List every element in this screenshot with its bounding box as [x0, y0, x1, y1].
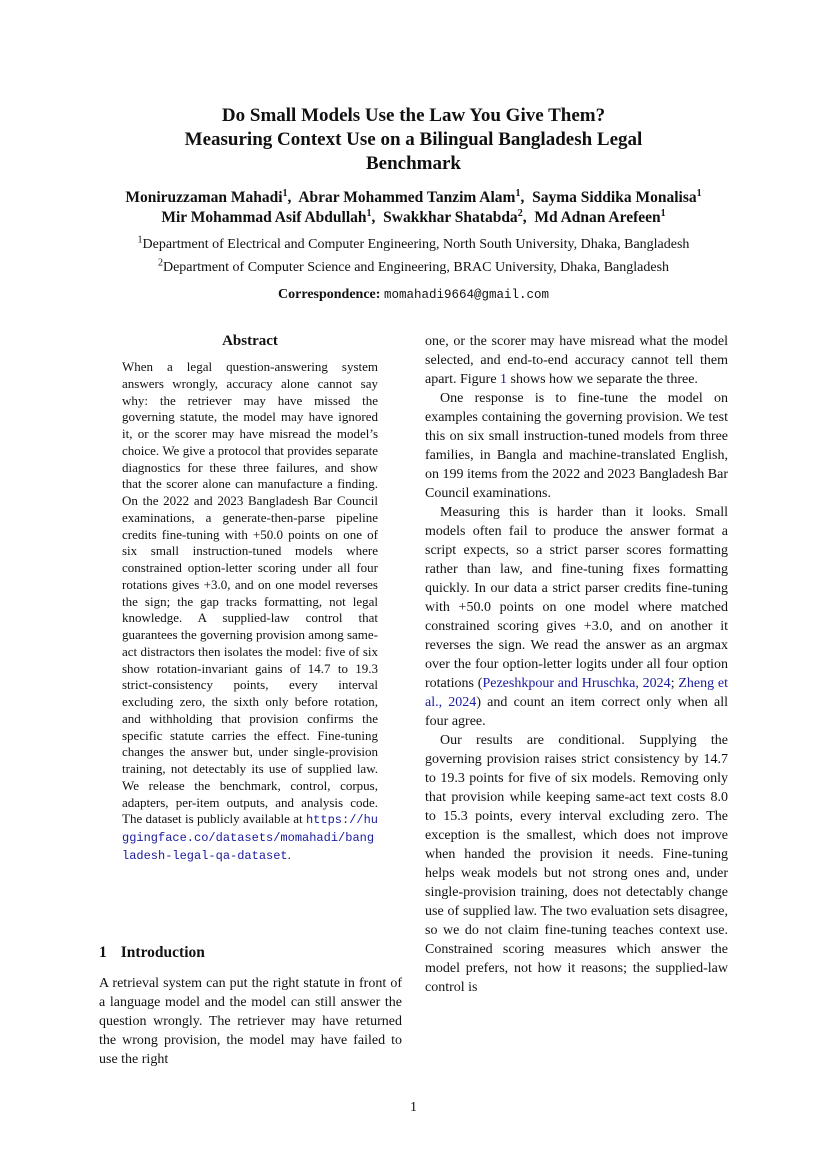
affiliation-text: Department of Electrical and Computer Engineering, North South University, Dhaka, Bangladesh	[142, 237, 690, 252]
intro-paragraph-col1: A retrieval system can put the right statute in front of a language model and the model can still answer the question wrongly. The retriever may have returned the wrong provision, the model may have failed to use the right	[99, 976, 402, 1067]
affiliation-mark: 1	[515, 187, 521, 199]
title-line-2: Measuring Context Use on a Bilingual Bangladesh Legal	[184, 129, 643, 150]
author-line-2: Mir Mohammad Asif Abdullah$^1$, Swakkhar Shatabda$^2$, Md Adnan Arefeen$^1$	[161, 207, 666, 226]
right-column	[425, 332, 728, 997]
paragraph-text: shows how we separate the three.	[510, 372, 698, 387]
abstract-text: When a legal question-answering system answers wrongly, accuracy alone cannot say why: the retriever may have missed the governing statute, the model may have ignored it, or the scorer may have misread the model’s choice. We give a protocol that provides separate diagnostics for these three failures, and show that the scorer alone can manufacture a finding. On the 2022 and 2023 Bangladesh Bar Council examinations, a generate-then-parse pipeline credits fine-tuning with +50.0 points on one of six small instruction-tuned models where constrained option-letter scoring under all four rotations gives +3.0, and on one model reverses the sign; the gap tracks formatting, not legal knowledge. A supplied-law control that guarantees the governing provision among same-act distractors then isolates the model: five of six show rotation-invariant gains of 14.7 to 19.3 strict-consistency points, every interval excluding zero, the sixth only before rotation, and withholding that provision confirms the specific statute carries the effect. Fine-tuning changes the answer but, under single-provision training, not detectably its use of supplied law. We release the benchmark, control, corpus, adapters, per-item outputs, and analysis code. The dataset is publicly available at	[122, 359, 378, 827]
correspondence-email[interactable]: momahadi9664@gmail.com	[383, 288, 549, 302]
intro-paragraph: Our results are conditional. Supplying the governing provision raises strict consistency by 14.7 to 19.3 points for five of six models. Removing only that provision while keeping same-act text costs 8.0 to 15.3 points, every interval excluding zero. The exception is the smallest, which does not improve when handed the provision it needs. Fine-tuning helps weak models but not strong ones and, under single-provision training, does not detectably change use of supplied law. The two evaluation sets disagree, so we do not claim fine-tuning teaches context use. Constrained scoring measures which answer the model prefers, not how it reasons; the supplied-law control is	[425, 733, 728, 995]
abstract-end: .	[287, 846, 291, 862]
correspondence	[0, 287, 827, 303]
affiliation-text: Department of Computer Science and Engineering, BRAC University, Dhaka, Bangladesh	[162, 260, 670, 275]
paragraph-text: ) and count an item correct only when all four agree.	[425, 695, 729, 729]
section-heading-introduction	[99, 944, 205, 962]
author-name: Swakkhar Shatabda	[383, 209, 518, 226]
citation-link[interactable]: Zheng et al., 2024	[425, 676, 729, 710]
affiliation-mark: 1	[282, 187, 288, 199]
intro-paragraph: One response is to fine-tune the model on examples containing the governing provision. We test this on six small instruction-tuned models from three families, in Bangla and machine-translated English, on 199 items from the 2022 and 2023 Bangladesh Bar Council examinations.	[425, 391, 728, 501]
author-name: Md Adnan Arefeen	[534, 209, 661, 226]
abstract-body	[122, 359, 378, 865]
affiliation-mark: 1	[366, 207, 372, 219]
intro-paragraph	[425, 503, 728, 731]
abstract-heading: Abstract	[222, 333, 278, 349]
affiliation-mark: 2	[517, 207, 523, 219]
citation-link[interactable]: Pezeshkpour and Hruschka, 2024	[482, 676, 671, 691]
paragraph-text: ;	[670, 676, 675, 691]
author-list	[0, 188, 827, 228]
author-name: Moniruzzaman Mahadi	[125, 189, 283, 206]
affiliation-2	[0, 259, 827, 277]
paragraph-text: one, or the scorer may have misread what the model selected, and end-to-end accuracy cannot tell them apart. Figure	[425, 334, 728, 387]
correspondence-label: Correspondence:	[278, 287, 381, 302]
section-title: Introduction	[120, 944, 205, 961]
intro-paragraph	[425, 332, 728, 389]
dataset-link[interactable]: https://huggingface.co/datasets/momahadi/bangladesh-legal-qa-dataset	[122, 813, 378, 863]
figure-reference-link[interactable]: 1	[500, 372, 508, 387]
author-name: Sayma Siddika Monalisa	[532, 189, 697, 206]
affiliation-mark: 1	[137, 234, 143, 246]
author-name: Mir Mohammad Asif Abdullah	[161, 209, 367, 226]
affiliation-mark: 2	[157, 257, 163, 269]
affiliation-1	[0, 236, 827, 254]
paragraph-text: Measuring this is harder than it looks. Small models often fail to produce the answer format a script expects, so a strict parser scores formatting rather than law, and fine-tuning fixes formatting quickly. In our data a strict parser credits fine-tuning with +50.0 points on one model where matched constrained scoring gives +3.0, and on another it reverses the sign. We read the answer as an argmax over the four option-letter logits under all four option rotations (	[425, 505, 728, 691]
author-line-1: Moniruzzaman Mahadi$^1$, Abrar Mohammed Tanzim Alam$^1$, Sayma Siddika Monalisa$^1$	[125, 187, 702, 206]
affiliation-mark: 1	[696, 187, 702, 199]
paper-title	[0, 104, 827, 176]
page-number: 1	[410, 1100, 417, 1115]
affiliation-mark: 1	[660, 207, 666, 219]
title-line-1: Do Small Models Use the Law You Give Them?	[221, 105, 606, 126]
title-line-3: Benchmark	[366, 153, 461, 174]
section-number: 1	[99, 944, 107, 961]
author-name: Abrar Mohammed Tanzim Alam	[298, 189, 516, 206]
